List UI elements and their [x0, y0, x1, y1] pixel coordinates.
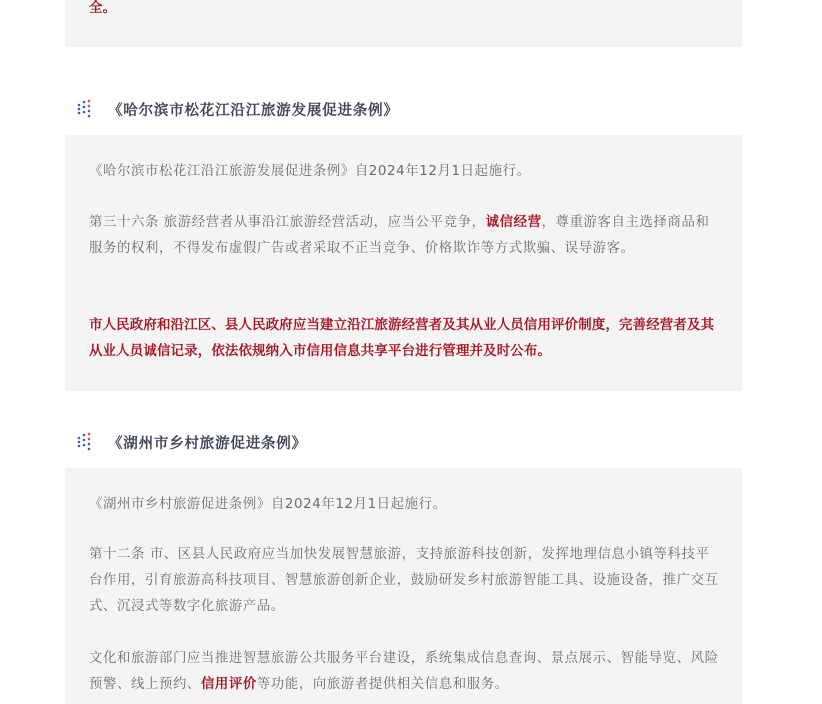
paragraph-text: 文化和旅游部门应当推进智慧旅游公共服务平台建设，系统集成信息查询、景点展示、智能导览、风险预警、线上预约、 [89, 651, 719, 692]
smart-tourism-paragraph [89, 646, 719, 698]
dots-bullet-icon [76, 99, 94, 119]
top-fragment: 全。 [89, 1, 117, 16]
highlight-credit-rating: 信用评价 [200, 677, 257, 692]
article-text: ，尊重游客自主选择商品和服务的权利，不得发布虚假广告或者采取不正当竞争、价格欺诈等方式欺骗、误导游客。 [89, 215, 710, 256]
paragraph-text: 等功能，向旅游者提供相关信息和服务。 [256, 677, 509, 692]
section-title: 《湖州市乡村旅游促进条例》 [108, 435, 307, 452]
effective-date-text: 《哈尔滨市松花江沿江旅游发展促进条例》自2024年12月1日起施行。 [89, 164, 531, 179]
highlight-integrity: 诚信经营 [485, 215, 542, 230]
article-text: 第三十六条 旅游经营者从事沿江旅游经营活动，应当公平竞争， [89, 215, 486, 230]
article-36-text [89, 210, 719, 262]
emphasis-paragraph: 市人民政府和沿江区、县人民政府应当建立沿江旅游经营者及其从业人员信用评价制度，完善经营者及其从业人员诚信记录，依法依规纳入市信用信息共享平台进行管理并及时公布。 [89, 318, 715, 359]
section-heading-huzhou [76, 430, 307, 454]
article-12-text: 第十二条 市、区县人民政府应当加快发展智慧旅游，支持旅游科技创新，发挥地理信息小镇等科技平台作用，引育旅游高科技项目、智慧旅游创新企业，鼓励研发乡村旅游智能工具、设施设备，推广交互式、沉浸式等数字化旅游产品。 [89, 547, 719, 614]
section-heading-harbin [76, 97, 399, 121]
effective-date-text: 《湖州市乡村旅游促进条例》自2024年12月1日起施行。 [89, 497, 447, 512]
section-title: 《哈尔滨市松花江沿江旅游发展促进条例》 [108, 102, 399, 119]
dots-bullet-icon [76, 432, 94, 452]
